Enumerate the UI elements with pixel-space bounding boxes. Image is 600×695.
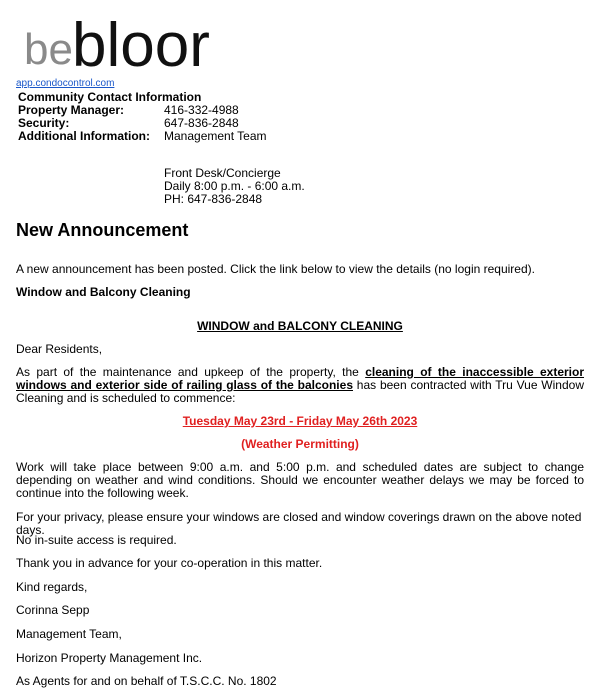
weather-note: (Weather Permitting) xyxy=(241,437,359,451)
paragraph-privacy: For your privacy, please ensure your windows are closed and window coverings drawn on the above noted days. xyxy=(16,510,582,537)
signer-name: Corinna Sepp xyxy=(16,603,90,617)
paragraph-access: No in-suite access is required. xyxy=(16,533,177,547)
front-desk-info xyxy=(164,167,305,206)
page-title: New Announcement xyxy=(16,220,189,240)
logo-bloor: bloor xyxy=(72,11,210,72)
announcement-subject[interactable]: Window and Balcony Cleaning xyxy=(16,285,191,299)
contact-value: 416-332-4988 xyxy=(164,103,239,117)
para-text: As part of the maintenance and upkeep of the property, the xyxy=(16,365,366,379)
community-contact-info xyxy=(18,91,267,143)
signer-team: Management Team, xyxy=(16,627,122,641)
paragraph-thanks: Thank you in advance for your co-operation in this matter. xyxy=(16,556,323,570)
paragraph-schedule xyxy=(16,366,584,405)
logo-mark xyxy=(24,10,264,72)
contact-label: Property Manager: xyxy=(18,103,125,117)
greeting: Dear Residents, xyxy=(16,342,103,356)
intro-text: A new announcement has been posted. Click the link below to view the details (no login required). xyxy=(16,262,535,276)
desk-line: Front Desk/Concierge xyxy=(164,166,281,180)
condocontrol-link[interactable]: app.condocontrol.com xyxy=(16,78,115,89)
para-text: has been contracted with Tru Vue Window Cleaning and is scheduled to commence: xyxy=(16,378,584,405)
paragraph-hours: Work will take place between 9:00 a.m. and 5:00 p.m. and scheduled dates are subject to change depending on weather and wind conditions. Should we encounter weather delays we may be forced to continue into the following week. xyxy=(16,460,584,500)
desk-line: Daily 8:00 p.m. - 6:00 a.m. xyxy=(164,179,305,193)
closing: Kind regards, xyxy=(16,580,88,594)
company-name: Horizon Property Management Inc. xyxy=(16,651,203,665)
contact-label: Additional Information: xyxy=(18,129,150,143)
contact-label: Security: xyxy=(18,116,70,130)
notice-title: WINDOW and BALCONY CLEANING xyxy=(197,319,403,333)
cleaning-dates: Tuesday May 23rd - Friday May 26th 2023 xyxy=(182,414,418,428)
desk-line: PH: 647-836-2848 xyxy=(164,192,263,206)
agents-line: As Agents for and on behalf of T.S.C.C. No. 1802 xyxy=(16,674,277,688)
contact-value: Management Team xyxy=(164,129,267,143)
contact-row-additional-info xyxy=(18,130,267,143)
bebloor-logo xyxy=(24,10,264,72)
contact-value: 647-836-2848 xyxy=(164,116,239,130)
logo-be: be xyxy=(24,25,73,72)
para-emphasis: cleaning of the inaccessible exterior windows and exterior side of railing glass of the balconies xyxy=(16,365,585,392)
contact-title: Community Contact Information xyxy=(18,90,202,104)
